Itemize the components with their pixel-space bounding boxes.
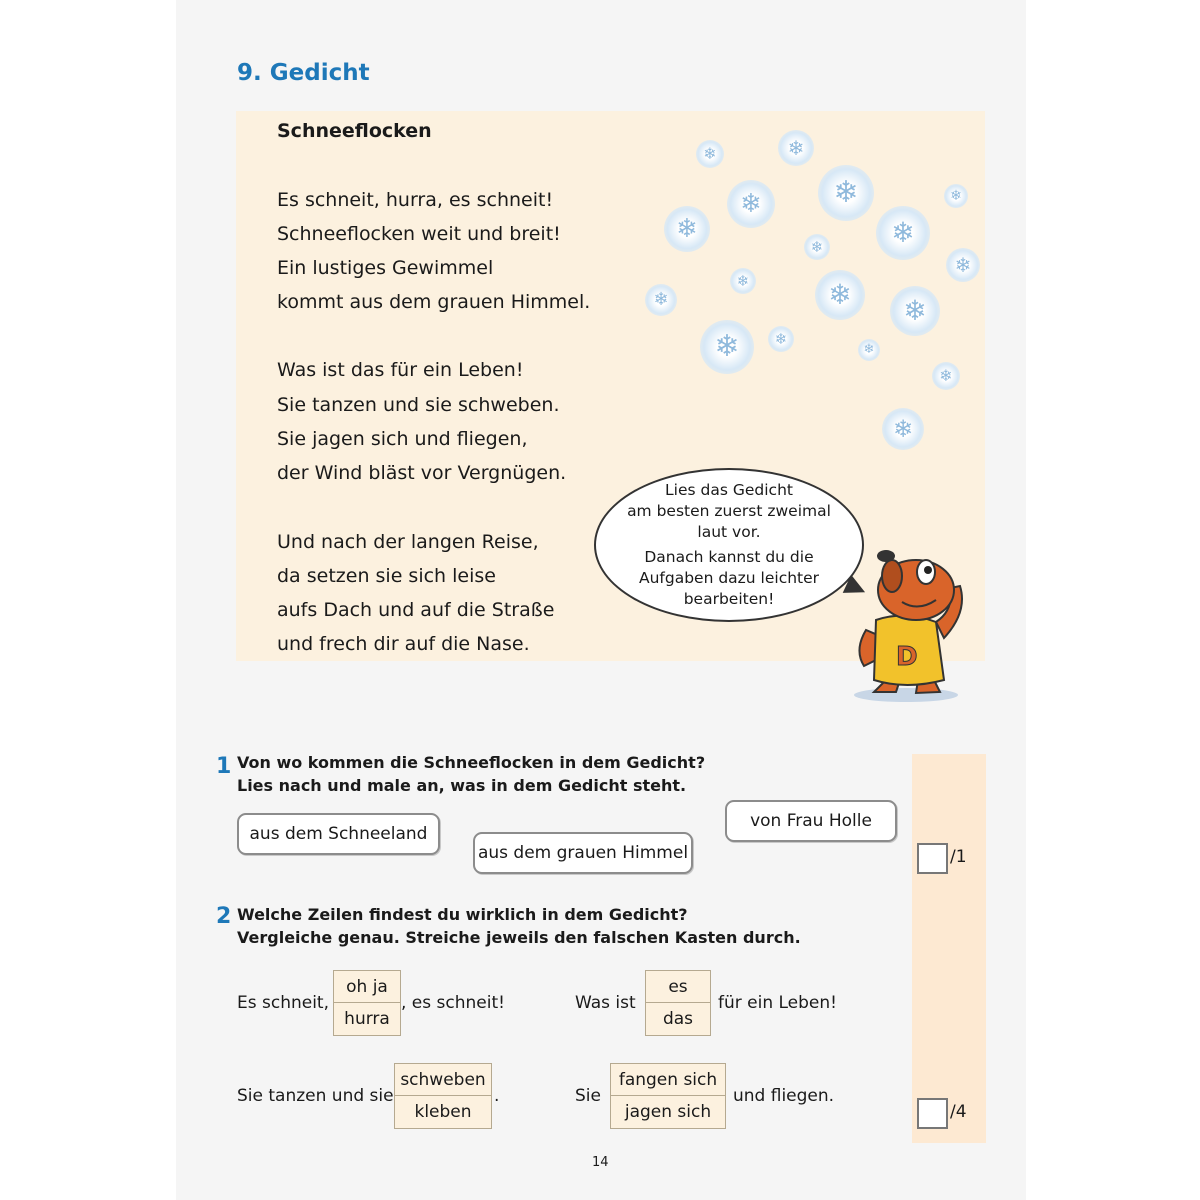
- poem-title: Schneeflocken: [277, 120, 432, 142]
- snowflake-icon: ❄: [778, 130, 814, 166]
- speech-bubble-line: Danach kannst du die: [644, 548, 814, 566]
- task-instruction: Vergleiche genau. Streiche jeweils den falschen Kasten durch.: [237, 928, 801, 947]
- score-box-task1[interactable]: [917, 843, 948, 874]
- snowflake-icon: ❄: [664, 206, 710, 252]
- answer-option-schneeland[interactable]: aus dem Schneeland: [237, 813, 440, 855]
- task-instruction: Von wo kommen die Schneeflocken in dem Gedicht?: [237, 753, 706, 772]
- score-label-task2: /4: [950, 1102, 967, 1122]
- choice-box: [333, 970, 401, 1036]
- choice-divider: [334, 1002, 400, 1003]
- snowflake-icon: ❄: [890, 286, 940, 336]
- snowflake-icon: ❄: [645, 284, 677, 316]
- task-instruction: Welche Zeilen findest du wirklich in dem Gedicht?: [237, 905, 688, 924]
- speech-bubble-line: Aufgaben dazu leichter: [638, 569, 820, 587]
- task-number: 1: [216, 754, 232, 779]
- snowflake-icon: ❄: [700, 320, 754, 374]
- poem-line: kommt aus dem grauen Himmel.: [277, 291, 591, 313]
- dog-mascot-icon: [846, 540, 976, 705]
- poem-line: aufs Dach und auf die Straße: [277, 599, 555, 621]
- choice-divider: [646, 1002, 710, 1003]
- choice-option-top[interactable]: oh ja: [346, 977, 388, 997]
- task-instruction: Lies nach und male an, was in dem Gedicht steht.: [237, 776, 687, 795]
- choice-divider: [395, 1095, 491, 1096]
- snowflake-icon: ❄: [932, 362, 960, 390]
- sentence-after: für ein Leben!: [718, 993, 837, 1013]
- answer-option-grauer-himmel[interactable]: aus dem grauen Himmel: [473, 832, 693, 874]
- sentence-after: , es schneit!: [401, 993, 505, 1013]
- poem-line: der Wind bläst vor Vergnügen.: [277, 462, 567, 484]
- snowflake-icon: ❄: [815, 270, 865, 320]
- speech-bubble-line: am besten zuerst zweimal: [627, 502, 831, 520]
- poem-line: da setzen sie sich leise: [277, 565, 496, 587]
- poem-line: Sie jagen sich und fliegen,: [277, 428, 528, 450]
- snowflake-icon: ❄: [858, 339, 880, 361]
- sentence-before: Es schneit,: [237, 993, 330, 1013]
- snowflake-icon: ❄: [730, 268, 756, 294]
- poem-line: Ein lustiges Gewimmel: [277, 257, 494, 279]
- snowflake-icon: ❄: [696, 140, 724, 168]
- choice-option-bottom[interactable]: kleben: [414, 1102, 472, 1122]
- snowflake-icon: ❄: [946, 248, 980, 282]
- score-box-task2[interactable]: [917, 1098, 948, 1129]
- sentence-before: Sie tanzen und sie: [237, 1086, 394, 1106]
- speech-bubble-line: laut vor.: [697, 523, 761, 541]
- choice-option-bottom[interactable]: das: [662, 1009, 694, 1029]
- choice-option-bottom[interactable]: jagen sich: [624, 1102, 712, 1122]
- sentence-before: Was ist: [575, 993, 636, 1013]
- sentence-before: Sie: [575, 1086, 601, 1106]
- section-title: 9. Gedicht: [237, 60, 370, 86]
- choice-option-top[interactable]: fangen sich: [618, 1070, 718, 1090]
- svg-text:D: D: [896, 642, 918, 672]
- speech-bubble-line: bearbeiten!: [683, 590, 775, 608]
- poem-line: Was ist das für ein Leben!: [277, 359, 524, 381]
- poem-line: Und nach der langen Reise,: [277, 531, 539, 553]
- choice-divider: [611, 1095, 725, 1096]
- snowflake-icon: ❄: [804, 234, 830, 260]
- poem-line: Es schneit, hurra, es schneit!: [277, 189, 554, 211]
- page-number: 14: [592, 1155, 609, 1170]
- snowflake-icon: ❄: [768, 326, 794, 352]
- poem-line: Sie tanzen und sie schweben.: [277, 394, 560, 416]
- choice-option-top[interactable]: schweben: [400, 1070, 486, 1090]
- sentence-after: .: [494, 1086, 500, 1106]
- speech-bubble-line: Lies das Gedicht: [665, 481, 793, 499]
- choice-box: [645, 970, 711, 1036]
- choice-box: [610, 1063, 726, 1129]
- snowflake-icon: ❄: [727, 180, 775, 228]
- snowflake-icon: ❄: [882, 408, 924, 450]
- snowflake-icon: ❄: [818, 165, 874, 221]
- score-label-task1: /1: [950, 847, 967, 867]
- snowflake-icon: ❄: [876, 206, 930, 260]
- task-number: 2: [216, 904, 232, 929]
- speech-bubble: [594, 468, 864, 622]
- snowflake-icon: ❄: [944, 184, 968, 208]
- poem-line: und frech dir auf die Nase.: [277, 633, 530, 655]
- answer-option-frau-holle[interactable]: von Frau Holle: [725, 800, 897, 842]
- choice-option-top[interactable]: es: [668, 977, 688, 997]
- sentence-after: und fliegen.: [733, 1086, 835, 1106]
- choice-box: [394, 1063, 492, 1129]
- choice-option-bottom[interactable]: hurra: [344, 1009, 390, 1029]
- poem-line: Schneeflocken weit und breit!: [277, 223, 561, 245]
- score-column: [912, 754, 986, 1143]
